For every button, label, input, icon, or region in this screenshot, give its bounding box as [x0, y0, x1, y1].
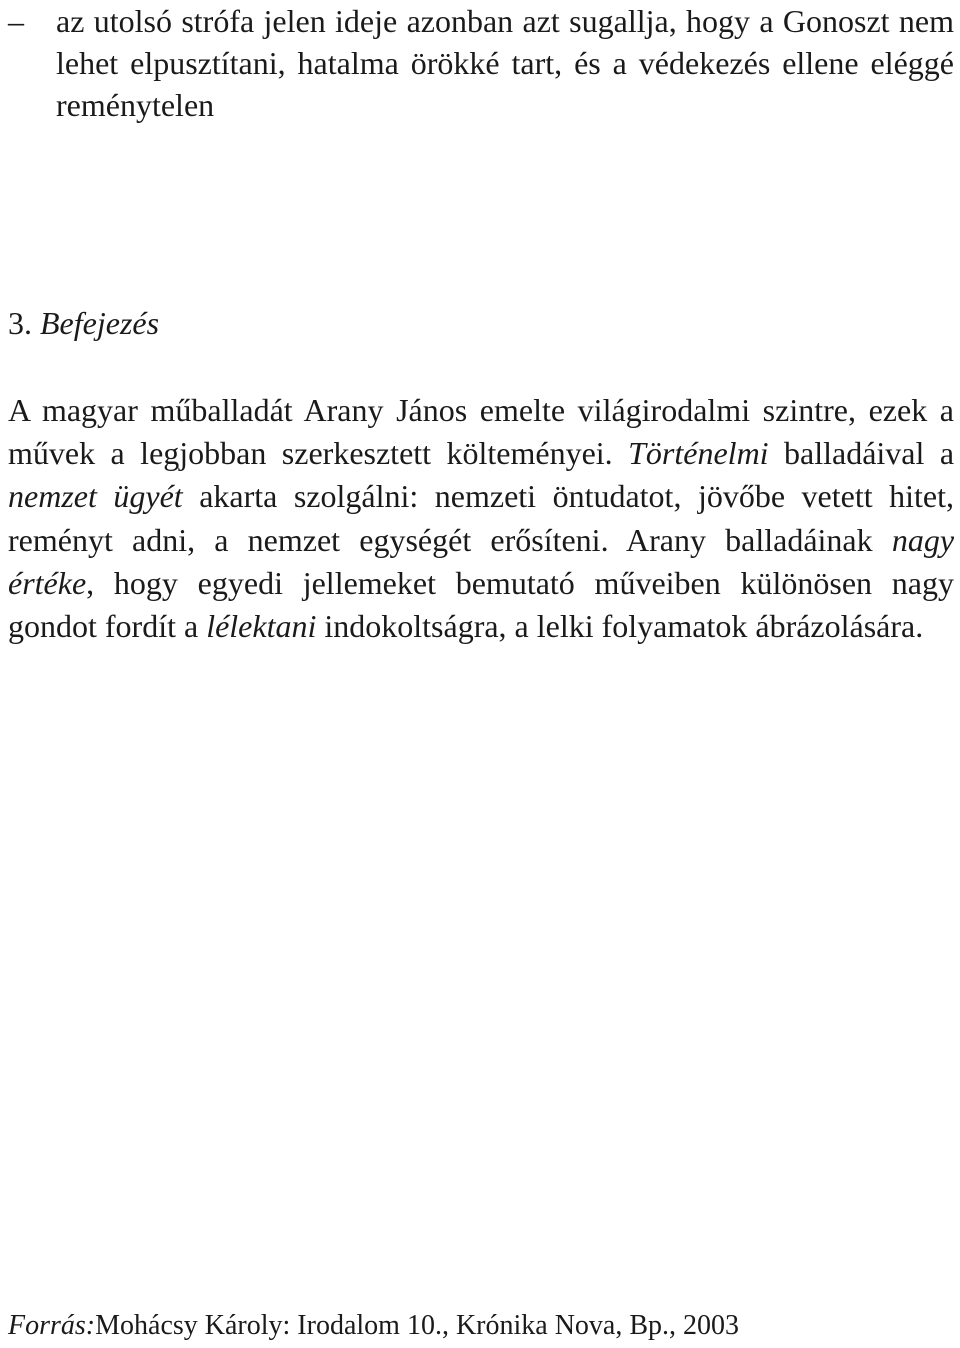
- source-label: Forrás:: [8, 1310, 96, 1341]
- para-sentence-1: A magyar műballadát Arany János emelte világirodalmi szintre, ezek a művek a legjobban szerkesztett költeményei.: [8, 392, 954, 472]
- para-text-2: balladáival a: [784, 435, 955, 472]
- source-text: Mohácsy Károly: Irodalom 10., Krónika Nova, Bp., 2003: [95, 1310, 740, 1341]
- para-text-4: , hogy egyedi jellemeket bemutató műveiben különösen nagy gondot fordít a: [8, 564, 954, 645]
- bullet-text: az utolsó strófa jelen ideje azonban azt sugallja, hogy a Gonoszt nem lehet elpusztítani, hatalma örökké tart, és a védekezés ellene eléggé reménytelen: [56, 3, 954, 123]
- source-citation: [8, 1308, 739, 1344]
- para-emphasis-2: nemzet ügyét: [8, 478, 183, 515]
- para-text-5: indokoltságra, a lelki folyamatok ábrázolására.: [324, 608, 924, 645]
- para-emphasis-3: nagy értéke: [8, 521, 955, 601]
- conclusion-paragraph: [8, 389, 954, 648]
- section-heading: [8, 302, 159, 344]
- para-emphasis-1: Történelmi: [628, 435, 769, 472]
- para-text-3: akarta szolgálni: nemzeti öntudatot, jövőbe vetett hitet, reményt adni, a nemzet egységét erősíteni. Arany balladáinak: [8, 478, 955, 558]
- bullet-dash: –: [8, 3, 24, 39]
- section-title: Befejezés: [40, 305, 160, 341]
- section-number: 3.: [8, 305, 32, 341]
- para-emphasis-4: lélektani: [206, 608, 317, 645]
